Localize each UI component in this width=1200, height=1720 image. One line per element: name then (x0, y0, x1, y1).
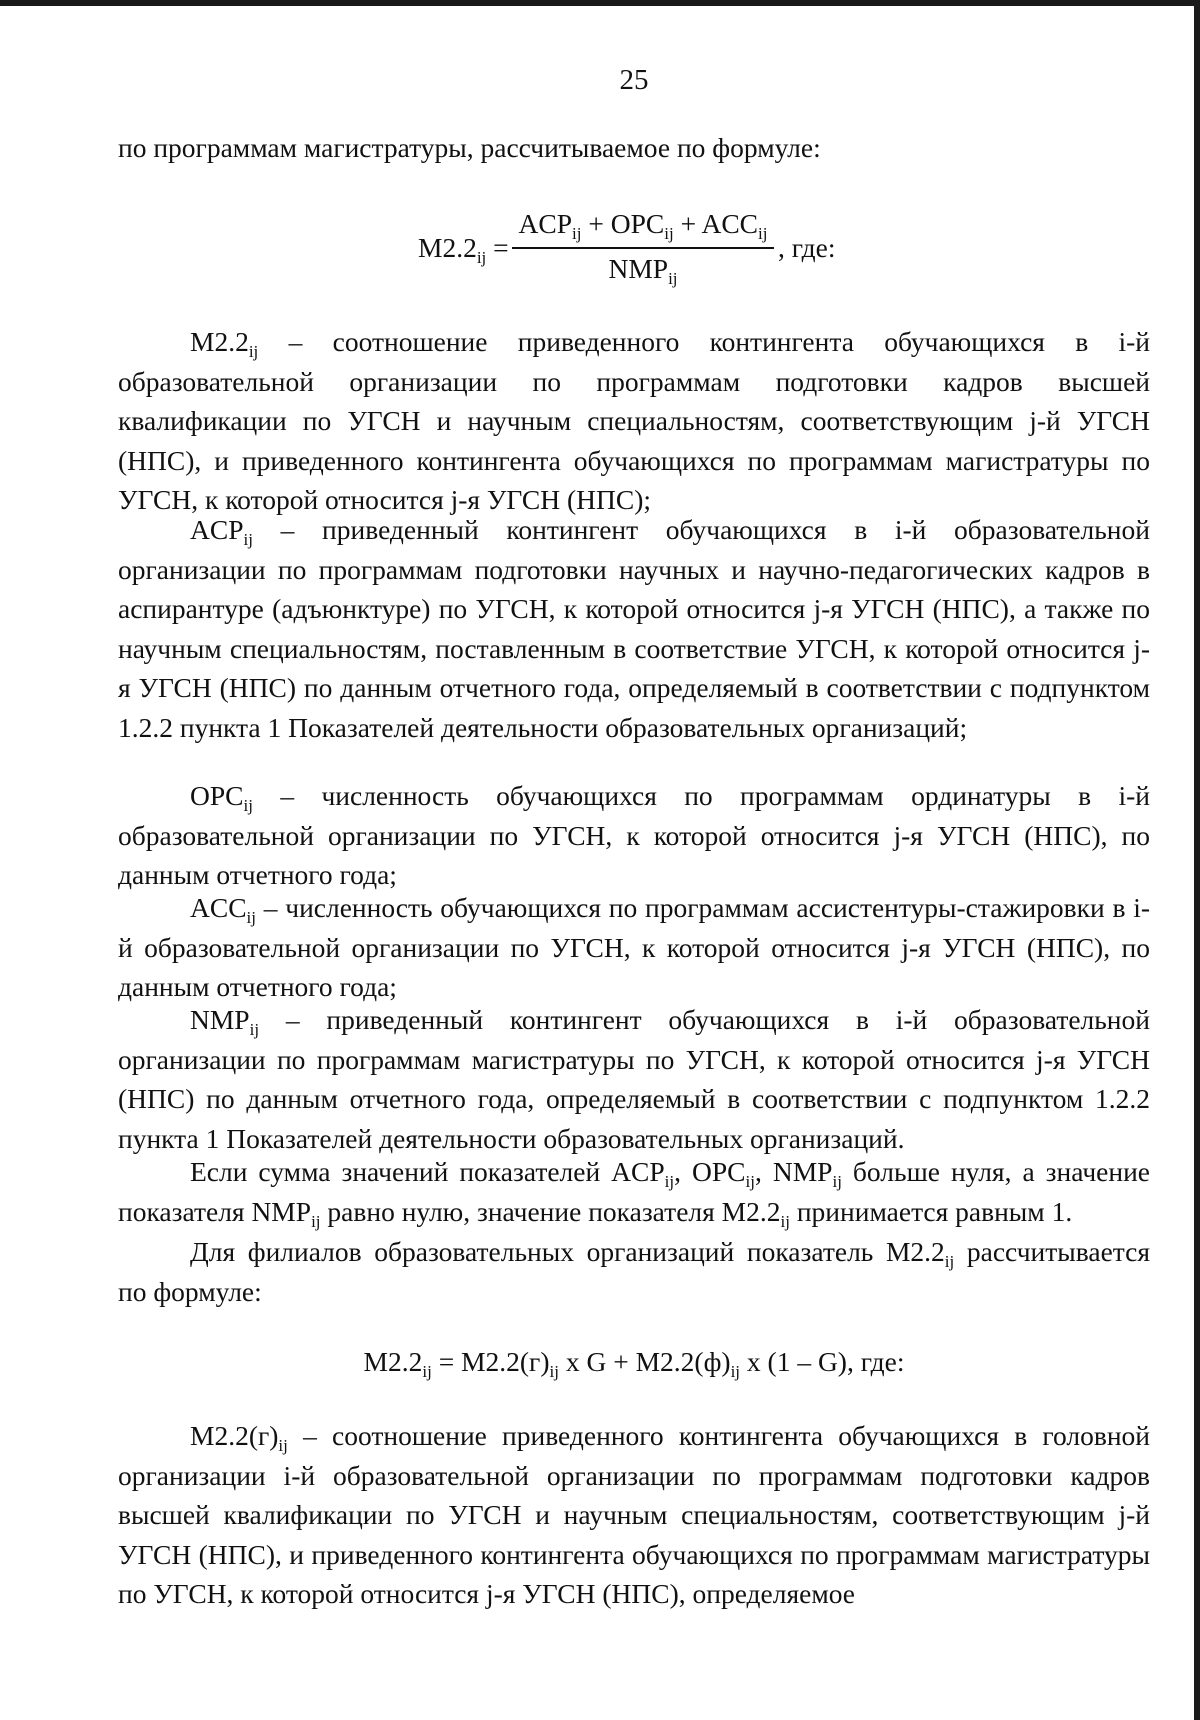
formula-lhs-symbol: M2.2 (418, 232, 477, 263)
def-text: – соотношение приведенного контингента обучающихся в i-й образовательной организации по программам подготовки кадров высшей квалификации по УГСН и научным специальностям, соответствующим j-й УГСН (НПС), и приведенного контингента обучающихся по программам магистратуры по УГСН, к которой относится j-я УГСН (НПС); (118, 326, 1150, 516)
num-acc: ACC (701, 208, 759, 239)
formula-lhs-sub: ij (476, 247, 487, 267)
def-label-sub: ij (243, 795, 253, 815)
den-nmp: NMP (608, 253, 669, 284)
note-sub: ij (311, 1211, 321, 1231)
branch-paragraph (118, 1232, 1150, 1311)
formula-branch (118, 1346, 1150, 1381)
def-text: – соотношение приведенного контингента обучающихся в головной организации i-й образовательной организации по программам подготовки кадров высшей квалификации по УГСН и научным специальностям, соответствующим j-й УГСН (НПС), и приведенного контингента обучающихся по программам магистратуры по УГСН, к которой относится j-я УГСН (НПС), определяемое (118, 1420, 1150, 1610)
num-plus-1: + (581, 208, 611, 239)
branch-text: Для филиалов образовательных организаций показатель M2.2 (190, 1236, 945, 1267)
note-text: , OPC (674, 1156, 746, 1187)
def-label-sub: ij (246, 907, 257, 927)
note-text: больше нуля, а значение показателя NMP (118, 1156, 1150, 1227)
f2-sub: ij (730, 1361, 741, 1381)
f2-sub: ij (549, 1361, 559, 1381)
scan-border-top (0, 0, 1200, 6)
definition-m22 (118, 322, 1150, 520)
note-text: , NMP (754, 1156, 833, 1187)
num-acp-sub: ij (572, 223, 582, 243)
f2-part: M2.2 (363, 1346, 423, 1377)
definition-opc (118, 776, 1150, 895)
formula-lhs (418, 232, 509, 267)
formula-denominator (512, 253, 774, 288)
def-text: – приведенный контингент обучающихся в i-й образовательной организации по программам магистратуры по УГСН, к которой относится j-я УГСН (НПС) по данным отчетного года, определяемый в соответствии с подпунктом 1.2.2 пункта 1 Показателей деятельности образовательных организаций. (118, 1004, 1150, 1154)
num-plus-2: + (673, 208, 702, 239)
f2-part: = M2.2(г) (431, 1346, 550, 1377)
definition-acp (118, 510, 1150, 748)
intro-line: по программам магистратуры, рассчитываемое по формуле: (118, 132, 821, 163)
f2-sub: ij (422, 1361, 432, 1381)
def-label-sub: ij (278, 1435, 288, 1455)
branch-text: рассчитывается по формуле: (118, 1236, 1150, 1307)
def-label: M2.2(г) (190, 1420, 279, 1451)
num-opc-sub: ij (664, 223, 674, 243)
num-acp: ACP (518, 208, 573, 239)
num-acc-sub: ij (758, 223, 768, 243)
def-label-sub: ij (249, 1019, 260, 1039)
def-label-sub: ij (243, 529, 253, 549)
def-label: NMP (190, 1004, 250, 1035)
scan-border-right (1194, 0, 1200, 1720)
def-label: OPC (190, 780, 244, 811)
def-label: ACC (190, 892, 247, 923)
page-number: 25 (619, 64, 649, 96)
note-text: Если сумма значений показателей ACP (190, 1156, 665, 1187)
num-opc: OPC (610, 208, 665, 239)
note-sub: ij (780, 1211, 790, 1231)
def-text: – численность обучающихся по программам ассистентуры-стажировки в i-й образовательной организации по УГСН, к которой относится j-я УГСН (НПС), по данным отчетного года; (118, 892, 1150, 1003)
note-sub: ij (664, 1171, 675, 1191)
note-sub: ij (832, 1171, 842, 1191)
def-label-sub: ij (248, 341, 259, 361)
definition-acc (118, 888, 1150, 1007)
zero-rule-paragraph (118, 1152, 1150, 1231)
note-text: равно нулю, значение показателя M2.2 (320, 1195, 781, 1227)
formula-equals: = (486, 232, 509, 263)
den-nmp-sub: ij (668, 268, 678, 288)
def-label: ACP (190, 514, 244, 545)
definition-nmp (118, 1000, 1150, 1158)
fraction-bar (512, 247, 774, 249)
branch-sub: ij (944, 1251, 955, 1271)
formula-where: , где: (778, 232, 836, 263)
note-text: принимается равным 1. (789, 1195, 1073, 1227)
f2-part: x (1 – G), где: (740, 1346, 905, 1377)
note-sub: ij (745, 1171, 755, 1191)
f2-part: x G + M2.2(ф) (558, 1346, 731, 1377)
formula-numerator (512, 208, 774, 243)
definition-m22-g (118, 1416, 1150, 1614)
def-text: – приведенный контингент обучающихся в i-й образовательной организации по программам подготовки научных и научно-педагогических кадров в аспирантуре (адъюнктуре) по УГСН, к которой относится j-я УГСН (НПС), а также по научным специальностям, поставленным в соответствие УГСН, к которой относится j-я УГСН (НПС) по данным отчетного года, определяемый в соответствии с подпунктом 1.2.2 пункта 1 Показателей деятельности образовательных организаций; (118, 514, 1150, 743)
def-label: M2.2 (190, 326, 249, 357)
def-text: – численность обучающихся по программам ординатуры в i-й образовательной организации по УГСН, к которой относится j-я УГСН (НПС), по данным отчетного года; (118, 780, 1150, 891)
